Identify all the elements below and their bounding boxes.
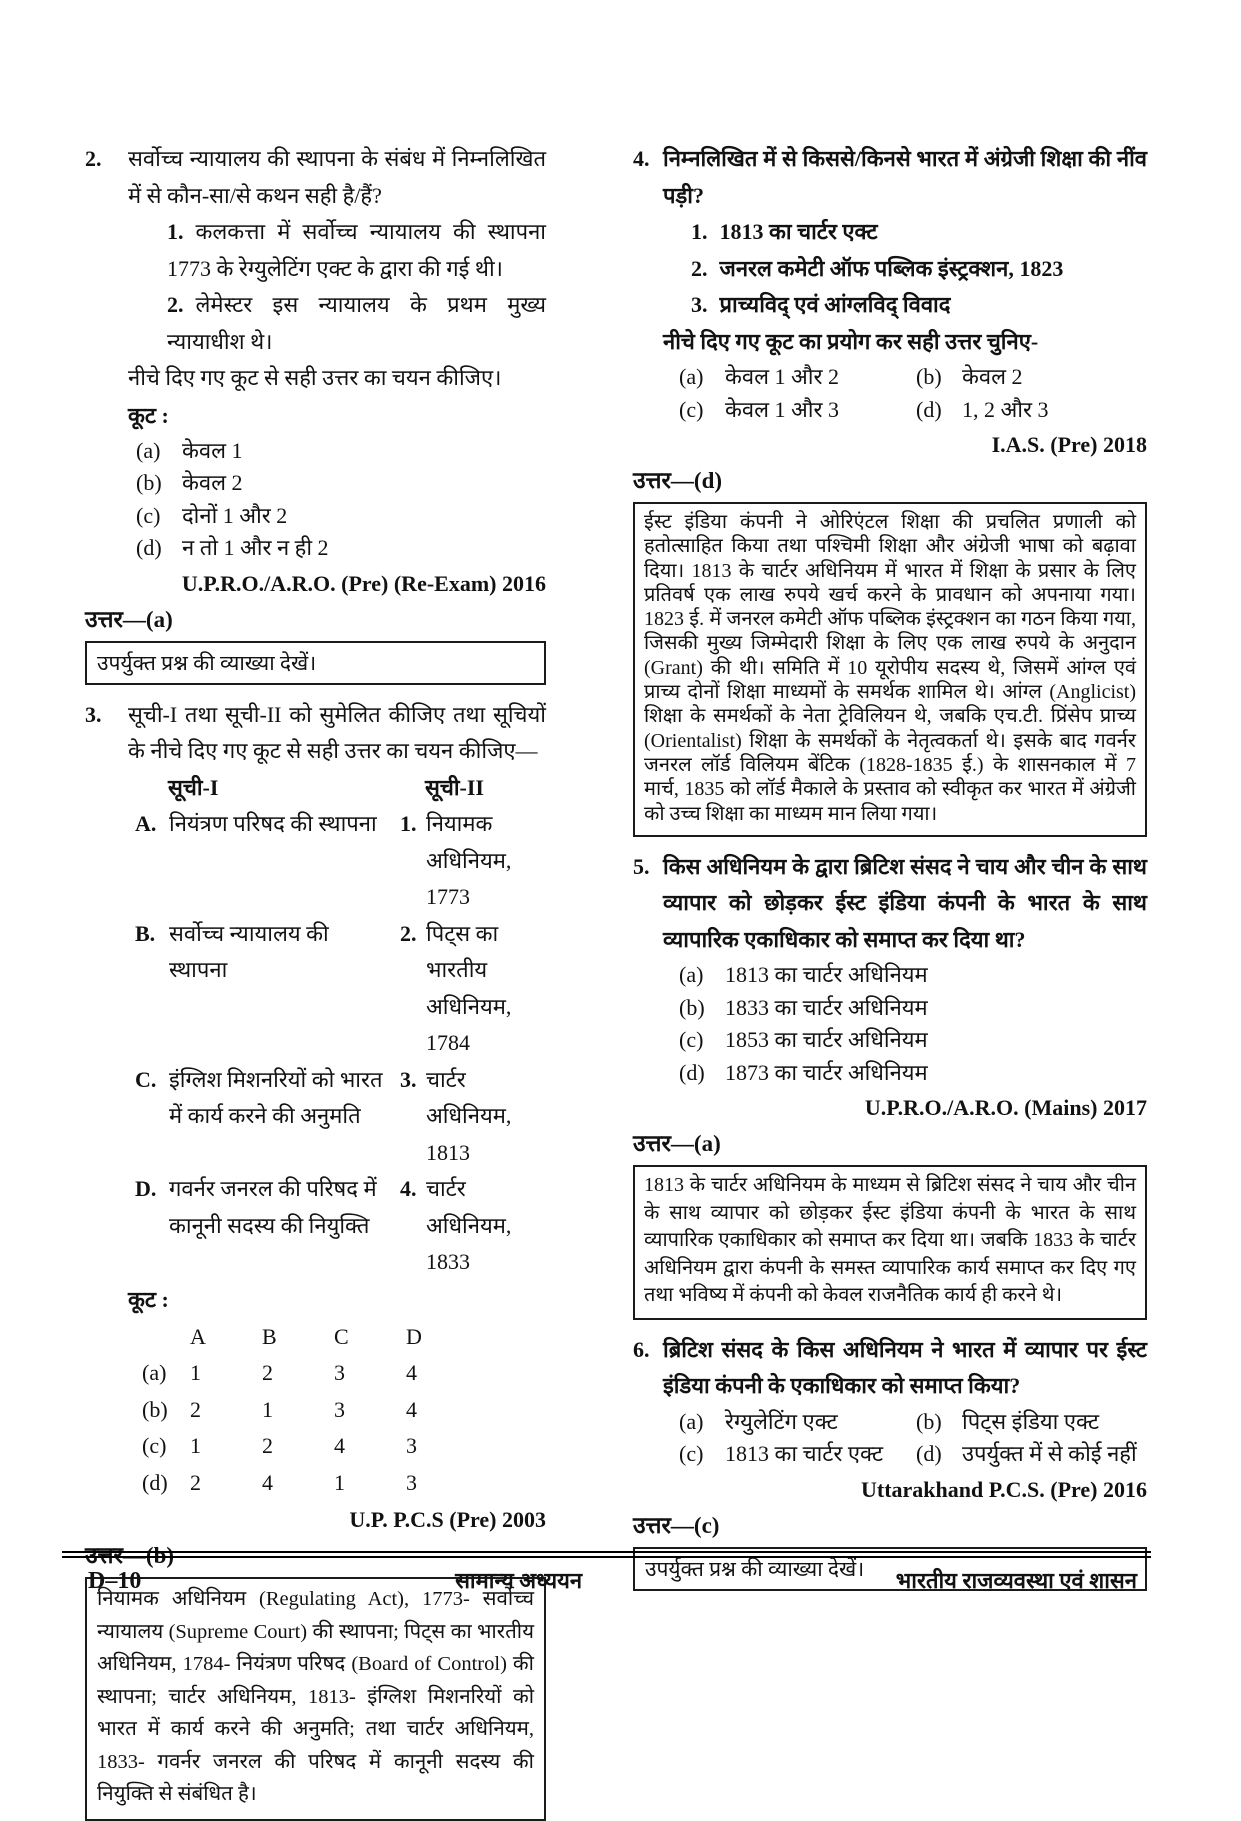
exam-source: U.P.R.O./A.R.O. (Pre) (Re-Exam) 2016 bbox=[181, 570, 546, 596]
option-text: केवल 2 bbox=[182, 470, 243, 495]
matrix-cell: 2 bbox=[262, 1433, 273, 1458]
option-label: (a) bbox=[679, 1408, 704, 1434]
matrix-row-label: (c) bbox=[142, 1433, 167, 1458]
option-label: (d) bbox=[679, 1059, 705, 1085]
option-a bbox=[679, 959, 1147, 992]
option-text: 1853 का चार्टर अधिनियम bbox=[725, 1027, 928, 1053]
answer-label: उत्तर—(b) bbox=[85, 1543, 175, 1568]
option-label: (b) bbox=[916, 1408, 942, 1434]
matrix-cell: 1 bbox=[190, 1433, 201, 1458]
option-text: केवल 1 और 3 bbox=[725, 396, 840, 422]
matrix-cell: 3 bbox=[406, 1433, 417, 1458]
option-text: रेग्युलेटिंग एक्ट bbox=[725, 1408, 838, 1434]
question-2 bbox=[85, 141, 546, 565]
option-text: 1833 का चार्टर अधिनियम bbox=[725, 994, 928, 1020]
option-label: (a) bbox=[136, 437, 161, 463]
statement-number: 2. bbox=[691, 255, 708, 281]
pair-right-text: चार्टर अधिनियम, 1813 bbox=[426, 1066, 512, 1165]
option-c bbox=[679, 1024, 1147, 1057]
matrix-cell: 4 bbox=[262, 1469, 273, 1495]
option-d bbox=[916, 1438, 1147, 1471]
question-5-options bbox=[679, 959, 1147, 1089]
statement-text: लेमेस्टर इस न्यायालय के प्रथम मुख्य न्यायाधीश थे। bbox=[167, 292, 546, 354]
matrix-row-label: (a) bbox=[142, 1360, 167, 1385]
match-pair-d bbox=[128, 1171, 546, 1281]
footer-divider bbox=[62, 1551, 1151, 1558]
matrix-row-b bbox=[128, 1392, 546, 1429]
option-b bbox=[679, 992, 1147, 1025]
option-label: (c) bbox=[679, 396, 704, 422]
option-b bbox=[916, 361, 1147, 394]
question-3 bbox=[85, 697, 546, 1502]
option-label: (c) bbox=[136, 502, 161, 528]
question-2-statements bbox=[167, 214, 546, 360]
matrix-cell: 4 bbox=[406, 1396, 417, 1422]
question-2-options bbox=[136, 435, 546, 565]
question-6-text: ब्रिटिश संसद के किस अधिनियम ने भारत में व्यापार पर ईस्ट इंडिया कंपनी के एकाधिकार को समाप्त किया? bbox=[663, 1336, 1147, 1399]
matrix-cell: 2 bbox=[190, 1469, 201, 1495]
option-label: (c) bbox=[679, 1441, 704, 1467]
option-label: (d) bbox=[916, 1441, 942, 1467]
pair-right-label: 3. bbox=[400, 1066, 417, 1092]
question-4-statements bbox=[691, 214, 1147, 324]
option-a bbox=[679, 1406, 916, 1439]
exam-source: Uttarakhand P.C.S. (Pre) 2016 bbox=[860, 1476, 1147, 1502]
matrix-header-cell: A bbox=[190, 1323, 206, 1349]
koot-label: कूट : bbox=[128, 402, 169, 428]
option-c bbox=[679, 1438, 916, 1471]
statement bbox=[691, 214, 1147, 251]
statement-number: 1. bbox=[167, 219, 184, 244]
matrix-cell: 3 bbox=[334, 1360, 345, 1385]
matrix-cell: 1 bbox=[334, 1469, 345, 1495]
pair-left-label: D. bbox=[135, 1176, 157, 1201]
matrix-cell: 4 bbox=[406, 1360, 417, 1385]
answer-label: उत्तर—(a) bbox=[85, 606, 173, 632]
question-5-number: 5. bbox=[633, 853, 650, 879]
exam-source: U.P. P.C.S (Pre) 2003 bbox=[349, 1507, 546, 1532]
statement-number: 2. bbox=[167, 292, 184, 317]
list1-header: सूची-I bbox=[168, 774, 219, 800]
list2-header: सूची-II bbox=[425, 774, 484, 800]
answer-label: उत्तर—(c) bbox=[633, 1512, 720, 1538]
pair-left-label: C. bbox=[135, 1066, 157, 1092]
answer-label: उत्तर—(d) bbox=[633, 468, 723, 493]
option-a bbox=[136, 435, 546, 468]
option-d bbox=[136, 532, 546, 565]
question-2-number: 2. bbox=[85, 146, 102, 171]
question-2-closing: नीचे दिए गए कूट से सही उत्तर का चयन कीजिए। bbox=[128, 365, 502, 390]
explanation-box: ईस्ट इंडिया कंपनी ने ओरिएंटल शिक्षा की प्रचलित प्रणाली को हतोत्साहित किया तथा पश्चिमी शिक्षा और अंग्रेजी भाषा को बढ़ावा दिया। 1813 के चार्टर अधिनियम में भारत में शिक्षा के प्रसार के लिए प्रतिवर्ष एक लाख रुपये खर्च करने के प्रावधान को अपनाया गया। 1823 ई. में जनरल कमेटी ऑफ पब्लिक इंस्ट्रक्शन का गठन किया गया, जिसकी मुख्य जिम्मेदारी शिक्षा के लिए एक लाख रुपये के अनुदान (Grant) की थी। समिति में 10 यूरोपीय सदस्य थे, जिसमें आंग्ल एवं प्राच्य दोनों शिक्षा माध्यमों के समर्थक शामिल थे। आंग्ल (Anglicist) शिक्षा के समर्थकों के नेता ट्रेविलियन थे, जबकि एच.टी. प्रिंसेप प्राच्य (Orientalist) शिक्षा के समर्थकों के नेतृत्वकर्ता थे। इसके बाद गवर्नर जनरल लॉर्ड विलियम बेंटिक (1828-1835 ई.) के शासनकाल में 7 मार्च, 1835 को लॉर्ड मैकाले के प्रस्ताव को स्वीकृत कर भारत में अंग्रेजी को उच्च शिक्षा का माध्यम मान लिया गया। bbox=[633, 502, 1147, 837]
question-5-body bbox=[663, 849, 1147, 1090]
option-label: (b) bbox=[136, 470, 162, 495]
match-pair-a bbox=[128, 806, 546, 916]
option-text: 1, 2 और 3 bbox=[962, 396, 1049, 422]
pair-left-text: नियंत्रण परिषद की स्थापना bbox=[169, 811, 377, 836]
statement-number: 1. bbox=[691, 219, 708, 244]
footer-section: भारतीय राजव्यवस्था एवं शासन bbox=[895, 1568, 1137, 1593]
matrix-row-label: (b) bbox=[142, 1396, 168, 1422]
option-text: 1813 का चार्टर अधिनियम bbox=[725, 962, 928, 988]
question-5 bbox=[633, 849, 1147, 1090]
option-text: उपर्युक्त में से कोई नहीं bbox=[962, 1441, 1137, 1467]
matrix-cell: 2 bbox=[262, 1360, 273, 1385]
question-5-text: किस अधिनियम के द्वारा ब्रिटिश संसद ने चाय और चीन के साथ व्यापार को छोड़कर ईस्ट इंडिया कंपनी के भारत के साथ व्यापारिक एकाधिकार को समाप्त कर दिया था? bbox=[663, 853, 1147, 952]
statement bbox=[691, 251, 1147, 288]
matrix-header bbox=[128, 1319, 546, 1356]
pair-left-text: सर्वोच्च न्यायालय की स्थापना bbox=[169, 920, 329, 982]
statement-text: 1813 का चार्टर एक्ट bbox=[719, 219, 878, 244]
option-b bbox=[136, 467, 546, 500]
option-text: केवल 2 bbox=[962, 364, 1023, 389]
option-b bbox=[916, 1406, 1147, 1439]
question-6 bbox=[633, 1332, 1147, 1471]
code-matrix bbox=[128, 1319, 546, 1502]
matrix-cell: 3 bbox=[406, 1469, 417, 1495]
pair-right-label: 4. bbox=[400, 1176, 417, 1201]
question-3-text: सूची-I तथा सूची-II को सुमेलित कीजिए तथा सूचियों के नीचे दिए गए कूट से सही उत्तर का चयन कीजिए— bbox=[128, 701, 546, 763]
statement bbox=[167, 287, 546, 360]
matrix-header-cell: C bbox=[334, 1323, 349, 1349]
question-6-body bbox=[663, 1332, 1147, 1471]
question-2-body bbox=[128, 141, 546, 565]
question-3-number: 3. bbox=[85, 701, 102, 727]
matrix-row-label: (d) bbox=[142, 1469, 168, 1495]
koot-label: कूट : bbox=[128, 1286, 169, 1312]
matrix-cell: 3 bbox=[334, 1396, 345, 1422]
pair-left-text: गवर्नर जनरल की परिषद में कानूनी सदस्य की नियुक्ति bbox=[169, 1176, 377, 1238]
exam-source: I.A.S. (Pre) 2018 bbox=[991, 432, 1147, 457]
statement-text: कलकत्ता में सर्वोच्च न्यायालय की स्थापना 1773 के रेग्युलेटिंग एक्ट के द्वारा की गई थी। bbox=[167, 219, 546, 281]
statement-text: जनरल कमेटी ऑफ पब्लिक इंस्ट्रक्शन, 1823 bbox=[719, 255, 1064, 281]
option-text: दोनों 1 और 2 bbox=[182, 502, 288, 528]
option-label: (d) bbox=[916, 396, 942, 422]
option-label: (c) bbox=[679, 1027, 704, 1053]
question-2-text: सर्वोच्च न्यायालय की स्थापना के संबंध में निम्नलिखित में से कौन-सा/से कथन सही है/हैं? bbox=[128, 146, 546, 208]
question-4-text: निम्नलिखित में से किससे/किनसे भारत में अंग्रेजी शिक्षा की नींव पड़ी? bbox=[663, 146, 1147, 208]
option-text: पिट्स इंडिया एक्ट bbox=[962, 1408, 1100, 1434]
matrix-row-a bbox=[128, 1355, 546, 1392]
option-label: (a) bbox=[679, 962, 704, 988]
statement-text: प्राच्यविद् एवं आंग्लविद् विवाद bbox=[719, 292, 951, 317]
pair-left-label: B. bbox=[135, 920, 156, 946]
list-headers bbox=[128, 770, 546, 807]
matrix-header-cell: B bbox=[262, 1323, 277, 1349]
option-label: (a) bbox=[679, 364, 704, 389]
matrix-row-d bbox=[128, 1465, 546, 1502]
pair-right-label: 1. bbox=[400, 811, 417, 836]
option-d bbox=[916, 394, 1147, 427]
option-c bbox=[679, 394, 916, 427]
statement bbox=[691, 287, 1147, 324]
question-3-body bbox=[128, 697, 546, 1502]
pair-left-label: A. bbox=[135, 811, 157, 836]
question-4 bbox=[633, 141, 1147, 426]
explanation-box: 1813 के चार्टर अधिनियम के माध्यम से ब्रिटिश संसद ने चाय और चीन के साथ व्यापार को छोड़कर ईस्ट इंडिया कंपनी के भारत के साथ व्यापारिक एकाधिकार को समाप्त कर दिया था। जबकि 1833 के चार्टर अधिनियम द्वारा कंपनी के समस्त व्यापारिक कार्य समाप्त कर दिए गए तथा भविष्य में कंपनी को केवल राजनैतिक कार्य ही करने थे। bbox=[633, 1165, 1147, 1320]
option-text: 1873 का चार्टर अधिनियम bbox=[725, 1059, 928, 1085]
question-4-options bbox=[679, 361, 1147, 426]
pair-right-text: नियामक अधिनियम, 1773 bbox=[426, 811, 512, 909]
footer-subject: सामान्य अध्ययन bbox=[455, 1568, 583, 1593]
option-text: केवल 1 bbox=[182, 437, 243, 463]
option-a bbox=[679, 361, 916, 394]
right-column bbox=[633, 141, 1147, 1591]
option-d bbox=[679, 1057, 1147, 1090]
matrix-cell: 1 bbox=[262, 1396, 273, 1422]
question-4-number: 4. bbox=[633, 146, 650, 171]
question-6-options bbox=[679, 1406, 1147, 1471]
answer-label: उत्तर—(a) bbox=[633, 1131, 721, 1157]
matrix-cell: 4 bbox=[334, 1433, 345, 1458]
page-footer bbox=[62, 1565, 1151, 1595]
statement bbox=[167, 214, 546, 287]
statement-number: 3. bbox=[691, 292, 708, 317]
question-6-number: 6. bbox=[633, 1336, 650, 1362]
match-pair-c bbox=[128, 1062, 546, 1172]
pair-left-text: इंग्लिश मिशनरियों को भारत में कार्य करने की अनुमति bbox=[169, 1066, 383, 1128]
pair-right-label: 2. bbox=[400, 920, 417, 946]
pair-right-text: चार्टर अधिनियम, 1833 bbox=[426, 1176, 512, 1274]
matrix-header-cell: D bbox=[406, 1323, 422, 1349]
pair-right-text: पिट्स का भारतीय अधिनियम, 1784 bbox=[426, 920, 512, 1055]
matrix-cell: 2 bbox=[190, 1396, 201, 1422]
exam-source: U.P.R.O./A.R.O. (Mains) 2017 bbox=[864, 1095, 1147, 1121]
option-text: 1813 का चार्टर एक्ट bbox=[725, 1441, 884, 1467]
question-4-body bbox=[663, 141, 1147, 426]
option-label: (b) bbox=[916, 364, 942, 389]
explanation-box: उपर्युक्त प्रश्न की व्याख्या देखें। bbox=[633, 1547, 1147, 1591]
option-text: न तो 1 और न ही 2 bbox=[182, 535, 329, 560]
explanation-box: नियामक अधिनियम (Regulating Act), 1773- सर्वोच्च न्यायालय (Supreme Court) की स्थापना; पिट्स का भारतीय अधिनियम, 1784- नियंत्रण परिषद (Board of Control) की स्थापना; चार्टर अधिनियम, 1813- इंग्लिश मिशनरियों को भारत में कार्य करने की अनुमति; तथा चार्टर अधिनियम, 1833- गवर्नर जनरल की परिषद में कानूनी सदस्य की नियुक्ति से संबंधित है। bbox=[85, 1577, 546, 1821]
match-pair-b bbox=[128, 916, 546, 1062]
option-c bbox=[136, 500, 546, 533]
explanation-box: उपर्युक्त प्रश्न की व्याख्या देखें। bbox=[85, 641, 546, 685]
option-label: (b) bbox=[679, 994, 705, 1020]
matrix-cell: 1 bbox=[190, 1360, 201, 1385]
footer-page-number: D–10 bbox=[88, 1568, 142, 1594]
option-label: (d) bbox=[136, 535, 162, 560]
matrix-row-c bbox=[128, 1428, 546, 1465]
question-4-closing: नीचे दिए गए कूट का प्रयोग कर सही उत्तर चुनिए- bbox=[663, 328, 1039, 354]
option-text: केवल 1 और 2 bbox=[725, 364, 840, 389]
